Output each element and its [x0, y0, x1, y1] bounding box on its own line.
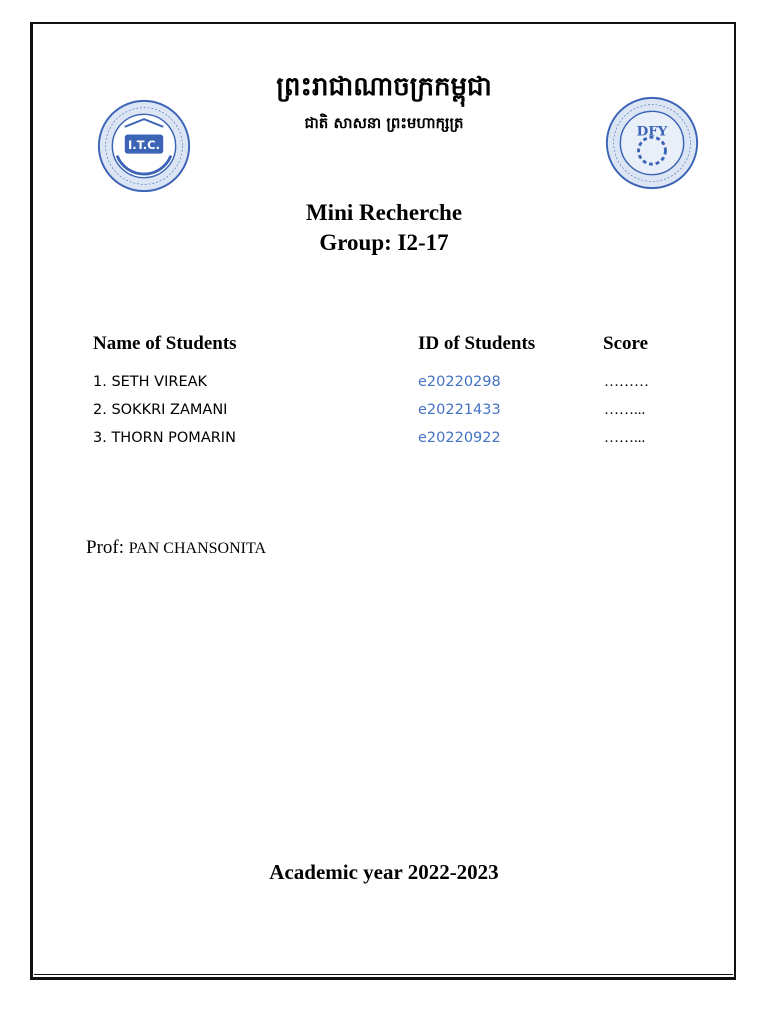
student-id: e20221433 [418, 402, 501, 418]
student-row [0, 430, 768, 454]
dfy-seal-logo [604, 95, 700, 191]
student-name: 3. THORN POMARIN [93, 430, 236, 446]
student-row [0, 402, 768, 426]
student-id: e20220298 [418, 374, 501, 390]
student-score: ……... [604, 430, 646, 446]
student-score: ……... [604, 402, 646, 418]
professor-line [86, 537, 266, 559]
svg-text:I.T.C.: I.T.C. [128, 137, 160, 152]
kingdom-heading: ព្រះរាជាណាចក្រកម្ពុជា [276, 72, 492, 102]
student-id: e20220922 [418, 430, 501, 446]
column-header-name: Name of Students [93, 333, 237, 354]
academic-year: Academic year 2022-2023 [269, 860, 499, 884]
professor-name: PAN CHANSONITA [128, 540, 267, 557]
group-label: Group: I2-17 [319, 230, 449, 255]
student-row [0, 374, 768, 398]
svg-text:DFY: DFY [636, 123, 668, 140]
national-motto: ជាតិ សាសនា ព្រះមហាក្សត្រ [304, 114, 464, 132]
column-header-score: Score [603, 333, 649, 354]
student-name: 2. SOKKRI ZAMANI [93, 402, 228, 418]
column-header-id: ID of Students [418, 333, 536, 354]
itc-seal-logo [96, 98, 192, 194]
professor-label: Prof: [86, 537, 129, 558]
document-title: Mini Recherche [305, 200, 463, 225]
student-name: 1. SETH VIREAK [93, 374, 208, 390]
student-score: ……… [604, 374, 649, 390]
